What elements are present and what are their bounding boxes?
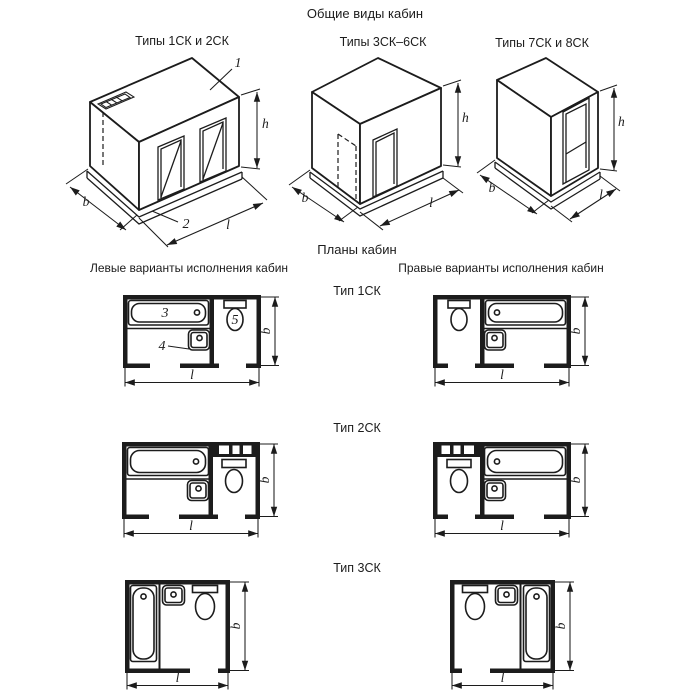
callout-4 [159,339,190,354]
svg-text:2: 2 [182,217,190,232]
svg-text:l: l [599,187,603,202]
svg-text:l: l [189,518,193,533]
bathtub [131,586,157,662]
cabin-plan-shapes-mirrored [433,295,571,368]
plan-3sk-right [447,577,595,693]
column-header-left-variants: Левые варианты исполнения кабин [89,261,289,275]
svg-text:h: h [262,116,269,131]
dimension-b [568,297,589,366]
callout-2 [152,211,190,232]
svg-text:l: l [190,367,194,382]
washbasin [188,481,209,501]
cabin-box [497,58,598,196]
svg-text:l: l [226,217,230,232]
plan-1sk-left [120,292,298,392]
dimension-l [125,367,259,387]
vent-block [209,442,261,457]
dimension-b [258,297,279,366]
svg-text:b: b [228,622,243,630]
iso-view-types-1-2 [62,52,276,250]
wall-bottom-left [122,515,149,520]
callout-5: 5 [231,313,239,328]
bathtub [129,301,209,326]
wall-bottom-right [218,669,230,674]
cabin-plan-shapes [123,295,261,368]
wall-bottom-middle [179,515,218,520]
wall-bottom-left [123,364,150,369]
svg-text:b: b [568,476,583,484]
plan-2sk-left [119,439,297,543]
type-label-3sk: Тип 3СК [333,561,381,575]
svg-text:b: b [258,327,273,335]
wall-top [123,295,261,300]
dimension-b [568,444,589,517]
dimension-b [553,582,574,671]
dimension-b [257,444,278,517]
svg-text:l: l [500,670,505,685]
cabin-plan-shapes [122,442,260,519]
wall-left [122,442,127,519]
callout-3: 3 [161,306,169,321]
svg-text:b: b [553,622,568,630]
toilet [193,586,218,620]
plan-2sk-right [430,439,608,543]
toilet [222,460,246,493]
caption-types-1-2: Типы 1СК и 2СК [135,34,229,48]
partition-wall [159,584,161,669]
cabin-plan-shapes-mirrored [450,580,555,673]
dimension-b [228,582,249,671]
cabin-plan-shapes-mirrored [433,442,571,519]
svg-text:4: 4 [158,339,166,354]
svg-text:b: b [488,180,496,195]
iso-view-types-7-8 [473,50,631,218]
plans-title: Планы кабин [317,242,397,257]
svg-text:l: l [500,367,504,382]
svg-text:l: l [175,670,180,685]
column-header-right-variants: Правые варианты исполнения кабин [398,261,604,275]
svg-text:b: b [257,476,272,484]
svg-text:b: b [301,190,309,205]
caption-types-7-8: Типы 7СК и 8СК [495,36,589,50]
caption-types-3-6: Типы 3СК–6СК [339,35,427,49]
cabin-plan-shapes [125,580,230,673]
wall-bottom-left [125,669,190,674]
wall-left [123,295,128,368]
dimension-l [435,367,569,387]
plan-1sk-right [430,292,608,392]
svg-text:h: h [618,114,625,129]
washbasin [189,330,210,350]
svg-text:h: h [462,110,469,125]
bathtub [128,448,209,476]
svg-text:b: b [82,194,90,209]
wall-bottom-right [245,515,260,520]
svg-text:l: l [500,518,504,533]
type-label-1sk: Тип 1СК [333,284,381,298]
wall-bottom-right [246,364,261,369]
wall-top [125,580,230,585]
type-label-2sk: Тип 2СК [333,421,381,435]
dimension-h [443,80,469,167]
dimension-l [124,518,258,538]
main-title: Общие виды кабин [306,6,424,21]
dimension-h [600,85,625,171]
dimension-h [241,89,269,169]
svg-text:b: b [568,327,583,335]
dimension-l [435,518,569,538]
wall-bottom-middle [180,364,219,369]
plan-3sk-left [122,577,270,693]
wall-left [125,580,130,673]
washbasin [163,586,185,606]
svg-text:l: l [429,195,433,210]
iso-view-types-3-6 [283,48,473,230]
svg-text:1: 1 [234,56,242,71]
